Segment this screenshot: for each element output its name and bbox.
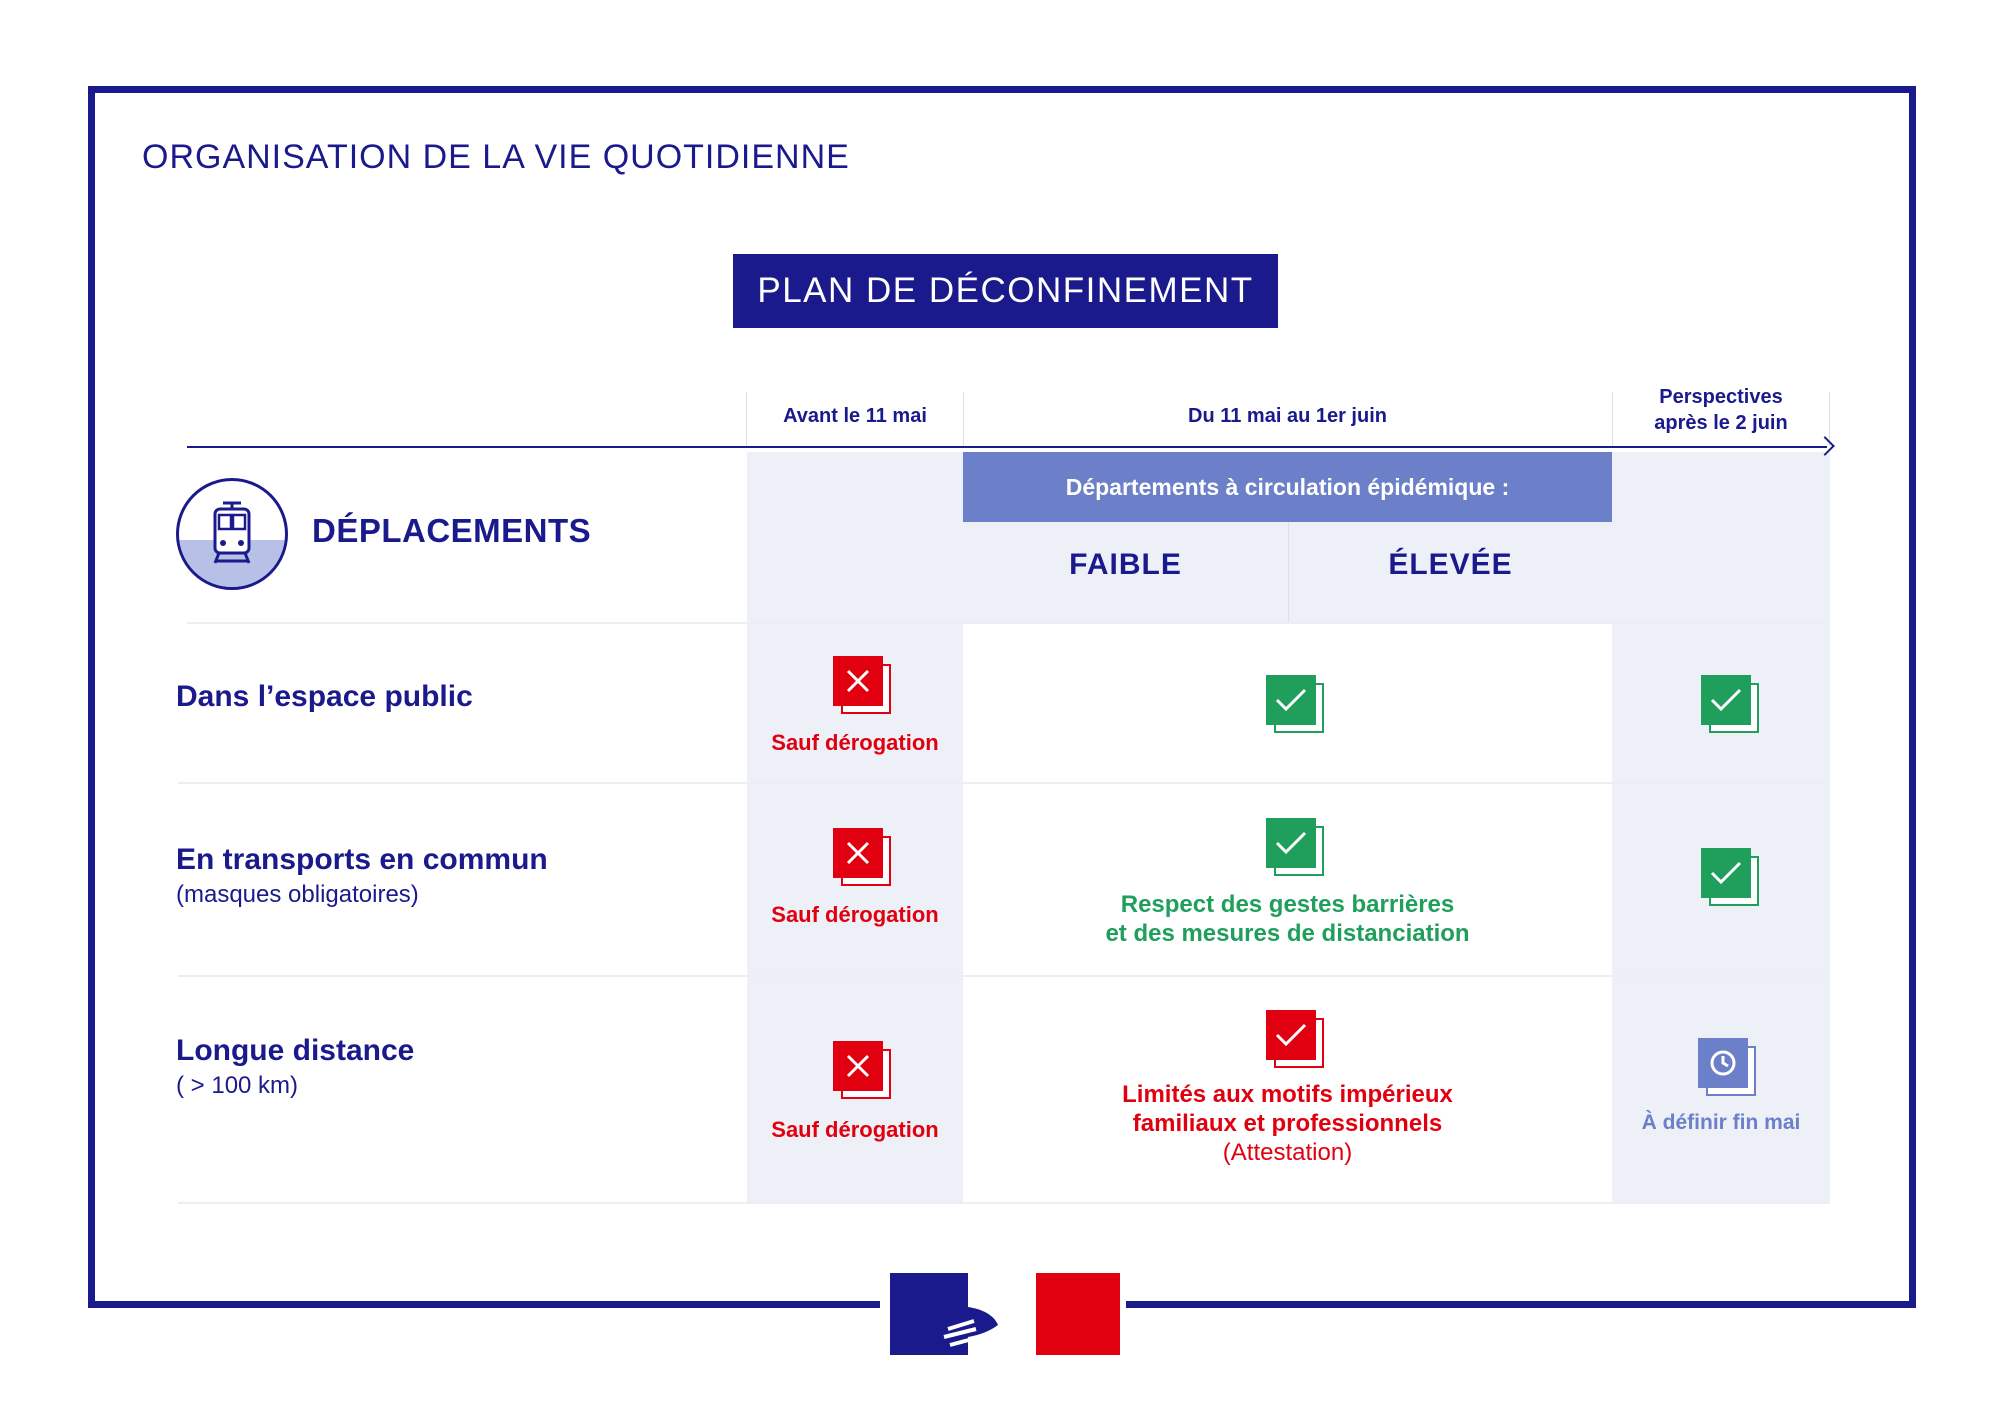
timeline-line [187,446,1827,448]
forbidden-icon [833,656,891,714]
plan-title: PLAN DE DÉCONFINEMENT [757,271,1254,310]
imperative-reasons-note: Limités aux motifs impérieux familiaux et professionnels (Attestation) [1122,1081,1453,1166]
derogation-note: Sauf dérogation [771,730,939,755]
row-separator [178,1202,1830,1204]
limited-check-icon [1266,1010,1324,1068]
column-header-before: Avant le 11 mai [783,405,927,427]
level-high: ÉLEVÉE [1388,548,1513,581]
plan-title-banner [733,254,1278,328]
row-title-espace-public: Dans l’espace public [176,680,473,713]
level-low: FAIBLE [1069,548,1182,581]
row-subtitle-transports: (masques obligatoires) [176,881,419,908]
to-define-note: À définir fin mai [1641,1111,1801,1134]
departments-band: Départements à circulation épidémique : [963,452,1612,522]
check-icon [1701,675,1759,733]
column-header-during: Du 11 mai au 1er juin [1188,405,1387,427]
row-title-longue-distance: Longue distance [176,1034,415,1067]
derogation-note: Sauf dérogation [771,902,939,927]
page-title: ORGANISATION DE LA VIE QUOTIDIENNE [142,138,850,176]
check-icon [1266,675,1324,733]
check-icon [1266,818,1324,876]
marianne-logo [890,1273,1120,1355]
derogation-note: Sauf dérogation [771,1117,939,1142]
forbidden-icon [833,828,891,886]
row-separator [178,782,1830,784]
row-title-transports: En transports en commun [176,843,548,876]
column-header-after: Perspectives après le 2 juin [1654,386,1788,434]
check-icon [1701,848,1759,906]
row-separator [187,622,1830,624]
forbidden-icon [833,1041,891,1099]
section-title: DÉPLACEMENTS [312,512,592,549]
barrier-gestures-note: Respect des gestes barrières et des mesures de distanciation [1105,891,1470,947]
row-separator [178,975,1830,977]
train-icon [176,478,288,590]
row-subtitle-longue-distance: ( > 100 km) [176,1072,299,1099]
clock-icon [1698,1038,1756,1096]
